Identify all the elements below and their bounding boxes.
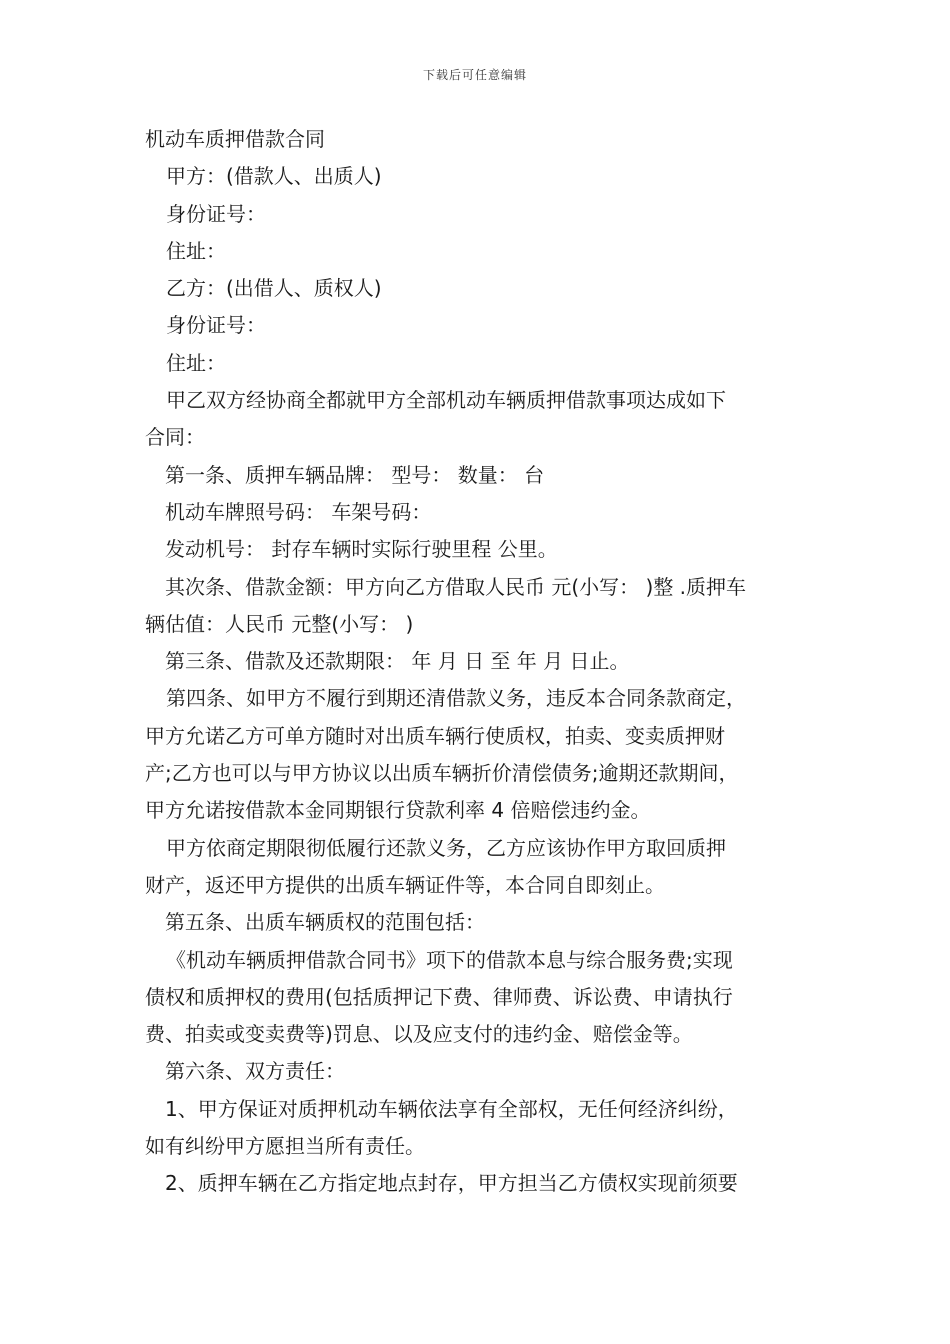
contract-body bbox=[145, 121, 815, 1203]
party-b-address: 住址： bbox=[166, 350, 226, 375]
article-4-paragraph-2-line: 财产，返还甲方提供的出质车辆证件等，本合同自即刻止。 bbox=[145, 872, 665, 897]
article-1-line: 第一条、质押车辆品牌： 型号： 数量： 台 bbox=[165, 462, 545, 487]
party-b-id-number: 身份证号： bbox=[166, 313, 266, 338]
article-1-line: 机动车牌照号码： 车架号码： bbox=[165, 499, 432, 524]
party-b-label: 乙方：(出借人、质权人) bbox=[166, 276, 382, 301]
article-2-line: 辆估值：人民币 元整(小写： ) bbox=[145, 611, 414, 636]
article-4-line: 甲方允诺按借款本金同期银行贷款利率 4 倍赔偿违约金。 bbox=[145, 798, 651, 823]
article-6-line: 第六条、双方责任： bbox=[165, 1059, 345, 1084]
article-4-paragraph-2-line: 甲方依商定期限彻低履行还款义务，乙方应该协作甲方取回质押 bbox=[166, 835, 726, 860]
preamble-line: 合同： bbox=[145, 425, 205, 450]
party-a-id-number: 身份证号： bbox=[166, 201, 266, 226]
article-5-line: 第五条、出质车辆质权的范围包括： bbox=[165, 910, 485, 935]
article-5-scope-line: 《机动车辆质押借款合同书》项下的借款本息与综合服务费;实现 bbox=[166, 947, 733, 972]
party-a-address: 住址： bbox=[166, 238, 226, 263]
article-6-item-2-line: 2、质押车辆在乙方指定地点封存，甲方担当乙方债权实现前须要 bbox=[165, 1171, 738, 1196]
article-6-item-1-line: 1、甲方保证对质押机动车辆依法享有全部权，无任何经济纠纷， bbox=[165, 1096, 738, 1121]
party-a-label: 甲方：(借款人、出质人) bbox=[166, 164, 382, 189]
article-1-line: 发动机号： 封存车辆时实际行驶里程 公里。 bbox=[165, 537, 558, 562]
article-5-scope-line: 费、拍卖或变卖费等)罚息、以及应支付的违约金、赔偿金等。 bbox=[145, 1022, 693, 1047]
article-6-item-1-line: 如有纠纷甲方愿担当所有责任。 bbox=[145, 1134, 425, 1159]
article-2-line: 其次条、借款金额：甲方向乙方借取人民币 元(小写： )整 .质押车 bbox=[165, 574, 747, 599]
article-4-line: 甲方允诺乙方可单方随时对出质车辆行使质权，拍卖、变卖质押财 bbox=[145, 723, 725, 748]
article-4-line: 产;乙方也可以与甲方协议以出质车辆折价清偿债务;逾期还款期间， bbox=[145, 761, 739, 786]
preamble-line: 甲乙双方经协商全都就甲方全部机动车辆质押借款事项达成如下 bbox=[166, 388, 726, 413]
article-3-line: 第三条、借款及还款期限： 年 月 日 至 年 月 日止。 bbox=[165, 649, 630, 674]
document-title: 机动车质押借款合同 bbox=[145, 127, 325, 151]
article-4-line: 第四条、如甲方不履行到期还清借款义务，违反本合同条款商定， bbox=[166, 686, 746, 711]
article-5-scope-line: 债权和质押权的费用(包括质押记下费、律师费、诉讼费、申请执行 bbox=[145, 984, 733, 1009]
page-header-note: 下载后可任意编辑 bbox=[422, 68, 527, 82]
